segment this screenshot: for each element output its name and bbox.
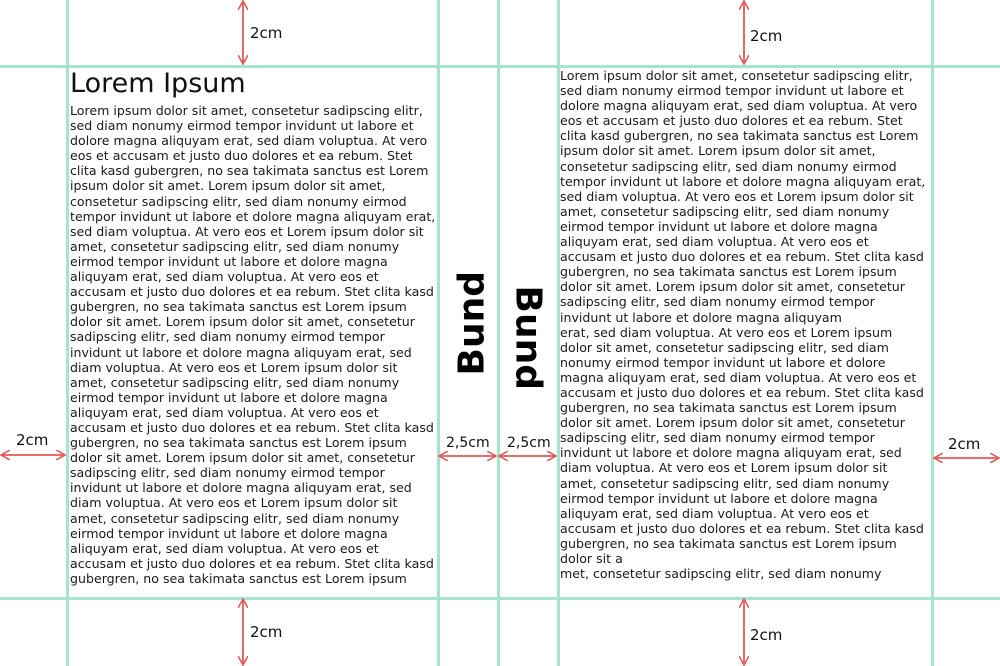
bund-label-left: Bund [451,271,493,376]
label-outer-left: 2cm [16,431,49,449]
right-page-body-part3: met, consetetur sadipscing elitr, sed diam nonumy [560,566,882,582]
right-page-body-part2: erat, sed diam voluptua. At vero eos et Lorem ipsum dolor sit amet, consetetur sadipscing elitr, sed diam nonumy eirmod tempor invidunt ut labore et dolore magna aliquyam erat, sed diam voluptua. At vero eos et accusam et justo duo dolores et ea rebum. Stet clita kasd gubergren, no sea takimata sanctus est Lorem ipsum dolor sit amet. Lorem ipsum dolor sit amet, consetetur sadipscing elitr, sed diam nonumy eirmod tempor invidunt ut labore et dolore magna aliquyam erat, sed diam voluptua. At vero eos et Lorem ipsum dolor sit amet, consetetur sadipscing elitr, sed diam nonumy eirmod tempor invidunt ut labore et dolore magna aliquyam erat, sed diam voluptua. At vero eos et accusam et justo duo dolores et ea rebum. Stet clita kasd gubergren, no sea takimata sanctus est Lorem ipsum dolor sit a [560,324,924,566]
bund-label-right: Bund [507,285,549,390]
label-top-left: 2cm [250,24,283,42]
left-page-body: Lorem ipsum dolor sit amet, consetetur sadipscing elitr, sed diam nonumy eirmod tempor invidunt ut labore et dolore magna aliquyam erat, sed diam voluptua. At vero eos et accusam et justo duo dolores et ea rebum. Stet clita kasd gubergren, no sea takimata sanctus est Lorem ipsum dolor sit amet. Lorem ipsum dolor sit amet, consetetur sadipscing elitr, sed diam nonumy eirmod tempor invidunt ut labore et dolore magna aliquyam erat, sed diam voluptua. At vero eos et Lorem ipsum dolor sit amet, consetetur sadipscing elitr, sed diam nonumy eirmod tempor invidunt ut labore et dolore magna aliquyam erat, sed diam voluptua. At vero eos et accusam et justo duo dolores et ea rebum. Stet clita kasd gubergren, no sea takimata sanctus est Lorem ipsum dolor sit amet. Lorem ipsum dolor sit amet, consetetur sadipscing elitr, sed diam nonumy eirmod tempor invidunt ut labore et dolore magna aliquyam erat, sed diam voluptua. At vero eos et Lorem ipsum dolor sit amet, consetetur sadipscing elitr, sed diam nonumy eirmod tempor invidunt ut labore et dolore magna aliquyam erat, sed diam voluptua. At vero eos et accusam et justo duo dolores et ea rebum. Stet clita kasd gubergren, no sea takimata sanctus est Lorem ipsum dolor sit amet. Lorem ipsum dolor sit amet, consetetur sadipscing elitr, sed diam nonumy eirmod tempor invidunt ut labore et dolore magna aliquyam erat, sed diam voluptua. At vero eos et Lorem ipsum dolor sit amet, consetetur sadipscing elitr, sed diam nonumy eirmod tempor invidunt ut labore et dolore magna aliquyam erat, sed diam voluptua. At vero eos et accusam et justo duo dolores et ea rebum. Stet clita kasd gubergren, no sea takimata sanctus est Lorem ipsum [70,103,436,586]
label-outer-right: 2cm [948,435,981,453]
label-top-right: 2cm [750,27,783,45]
label-bottom-left: 2cm [250,623,283,641]
left-page-heading: Lorem Ipsum [70,68,246,99]
label-inner-right: 2,5cm [507,435,551,451]
right-page-body-part1: Lorem ipsum dolor sit amet, consetetur sadipscing elitr, sed diam nonumy eirmod tempor invidunt ut labore et dolore magna aliquyam erat, sed diam voluptua. At vero eos et accusam et justo duo dolores et ea rebum. Stet clita kasd gubergren, no sea takimata sanctus est Lorem ipsum dolor sit amet. Lorem ipsum dolor sit amet, consetetur sadipscing elitr, sed diam nonumy eirmod tempor invidunt ut labore et dolore magna aliquyam erat, sed diam voluptua. At vero eos et Lorem ipsum dolor sit amet, consetetur sadipscing elitr, sed diam nonumy eirmod tempor invidunt ut labore et dolore magna aliquyam erat, sed diam voluptua. At vero eos et accusam et justo duo dolores et ea rebum. Stet clita kasd gubergren, no sea takimata sanctus est Lorem ipsum dolor sit amet. Lorem ipsum dolor sit amet, consetetur sadipscing elitr, sed diam nonumy eirmod tempor invidunt ut labore et dolore magna aliquyam [560,68,926,325]
label-bottom-right: 2cm [750,626,783,644]
label-inner-left: 2,5cm [446,435,490,451]
